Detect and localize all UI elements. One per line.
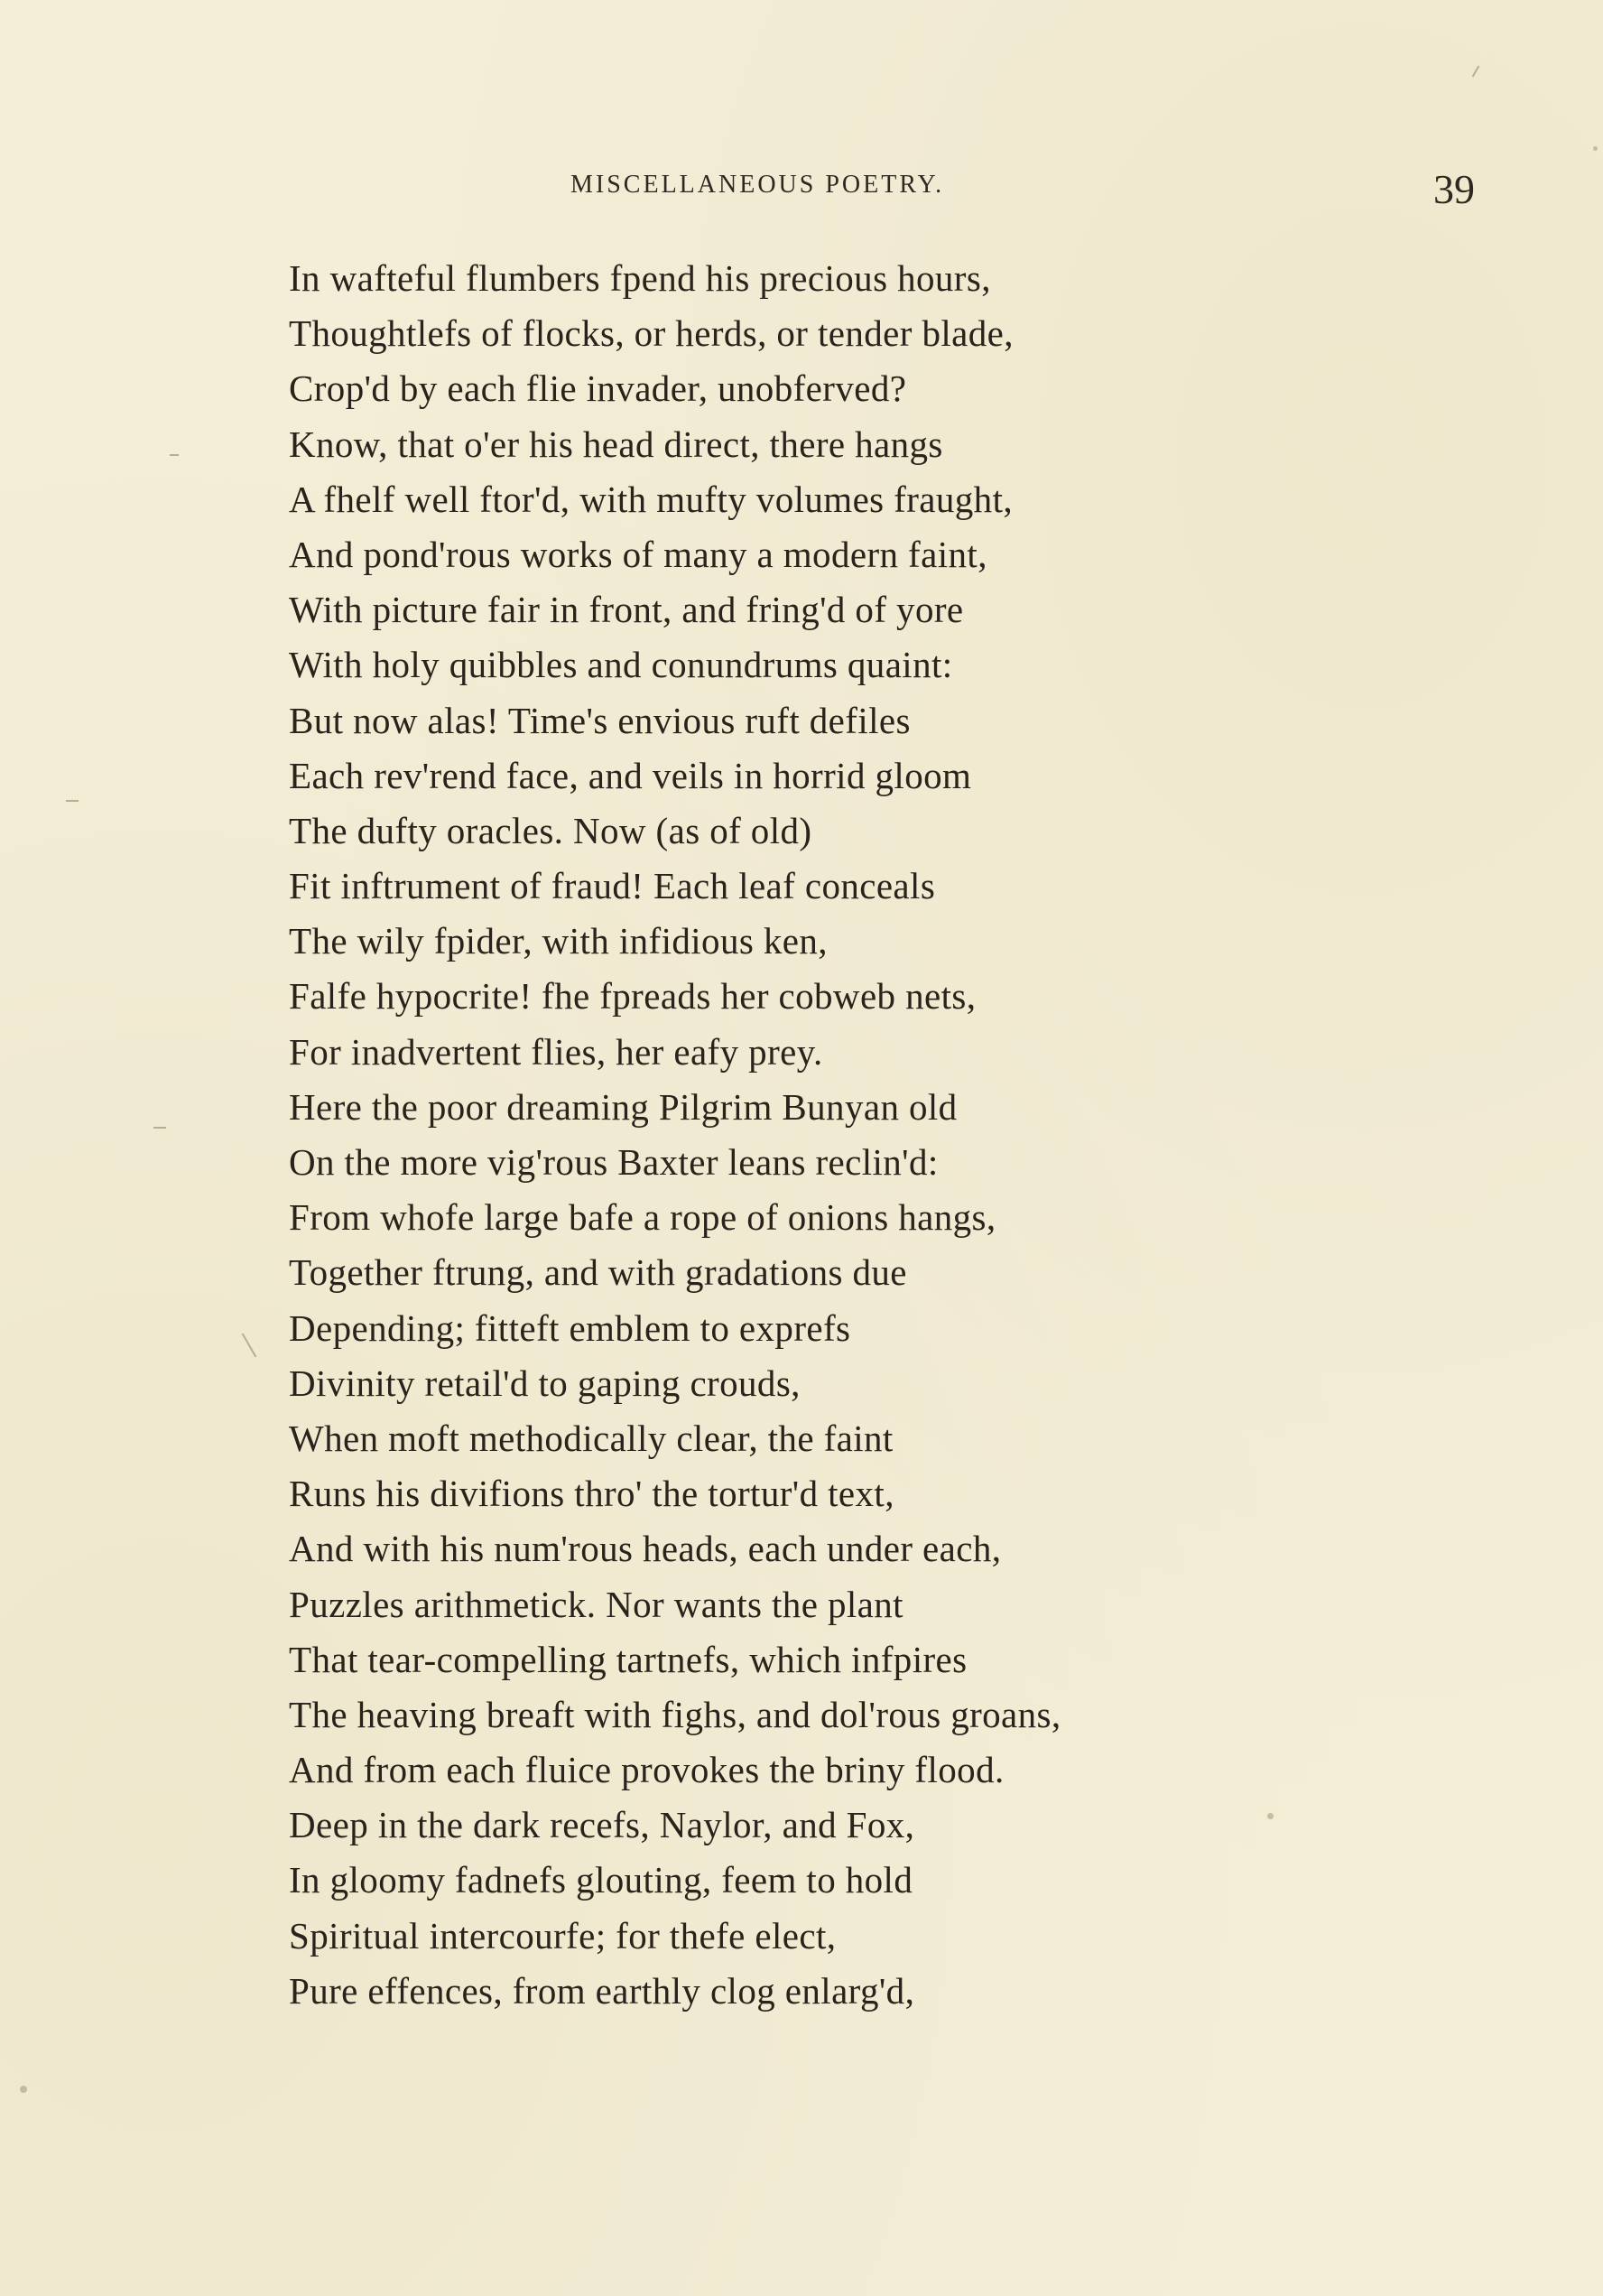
poem-line: Pure effences, from earthly clog enlarg'd, bbox=[289, 1969, 915, 2012]
poem-line: With holy quibbles and conundrums quaint: bbox=[289, 644, 953, 686]
poem-line: Deep in the dark recefs, Naylor, and Fox, bbox=[289, 1804, 915, 1846]
poem-line: Divinity retail'd to gaping crouds, bbox=[289, 1362, 801, 1404]
poem-line: Together ftrung, and with gradations due bbox=[289, 1251, 907, 1294]
poem-line: Runs his divifions thro' the tortur'd text, bbox=[289, 1473, 894, 1515]
poem-line: With picture fair in front, and fring'd of yore bbox=[289, 589, 964, 631]
poem-line: Falfe hypocrite! fhe fpreads her cobweb nets, bbox=[289, 975, 977, 1018]
poem-line: Here the poor dreaming Pilgrim Bunyan old bbox=[289, 1085, 958, 1128]
poem-line: Crop'd by each flie invader, unobferved? bbox=[289, 367, 907, 410]
paper-mark bbox=[153, 1127, 166, 1129]
poem-line: For inadvertent flies, her eafy prey. bbox=[289, 1030, 823, 1073]
poem-line: A fhelf well ftor'd, with mufty volumes fraught, bbox=[289, 478, 1014, 520]
poem-line: In wafteful flumbers fpend his precious hours, bbox=[289, 257, 991, 299]
poem-line: But now alas! Time's envious ruft defiles bbox=[289, 699, 911, 741]
poem-line: Puzzles arithmetick. Nor wants the plant bbox=[289, 1583, 903, 1625]
paper-mark bbox=[170, 454, 179, 456]
paper-mark bbox=[1472, 65, 1480, 77]
running-title: MISCELLANEOUS POETRY. bbox=[570, 171, 945, 199]
poem-line: Depending; fitteft emblem to exprefs bbox=[289, 1306, 851, 1349]
poem-line: The heaving breaft with fighs, and dol'rous groans, bbox=[289, 1693, 1061, 1735]
poem-line: In gloomy fadnefs glouting, feem to hold bbox=[289, 1859, 913, 1901]
paper-speck bbox=[1593, 146, 1598, 151]
poem-line: Fit inftrument of fraud! Each leaf conceals bbox=[289, 865, 936, 907]
poem-line: Thoughtlefs of flocks, or herds, or tender blade, bbox=[289, 312, 1014, 355]
poem-line: And with his num'rous heads, each under each, bbox=[289, 1528, 1002, 1570]
paper-speck bbox=[1267, 1813, 1274, 1819]
poem-line: The dufty oracles. Now (as of old) bbox=[289, 809, 812, 851]
paper-speck bbox=[20, 2086, 27, 2093]
poem-line: On the more vig'rous Baxter leans reclin'd: bbox=[289, 1141, 939, 1183]
poem-line: The wily fpider, with infidious ken, bbox=[289, 920, 828, 962]
paper-mark bbox=[242, 1334, 257, 1358]
poem-text bbox=[289, 251, 1309, 2019]
poem-line: Spiritual intercourfe; for thefe elect, bbox=[289, 1914, 837, 1957]
poem-line: From whofe large bafe a rope of onions hangs, bbox=[289, 1196, 996, 1239]
running-head bbox=[0, 165, 1603, 210]
poem-line: Know, that o'er his head direct, there hangs bbox=[289, 423, 943, 465]
paper-mark bbox=[66, 800, 79, 802]
poem-line: And from each fluice provokes the briny flood. bbox=[289, 1749, 1005, 1791]
page-number: 39 bbox=[1433, 166, 1475, 212]
poem-line: Each rev'rend face, and veils in horrid gloom bbox=[289, 754, 972, 796]
poem-line: That tear-compelling tartnefs, which infpires bbox=[289, 1638, 968, 1680]
poem-line: And pond'rous works of many a modern faint, bbox=[289, 533, 987, 575]
poem-line: When moft methodically clear, the faint bbox=[289, 1417, 894, 1459]
